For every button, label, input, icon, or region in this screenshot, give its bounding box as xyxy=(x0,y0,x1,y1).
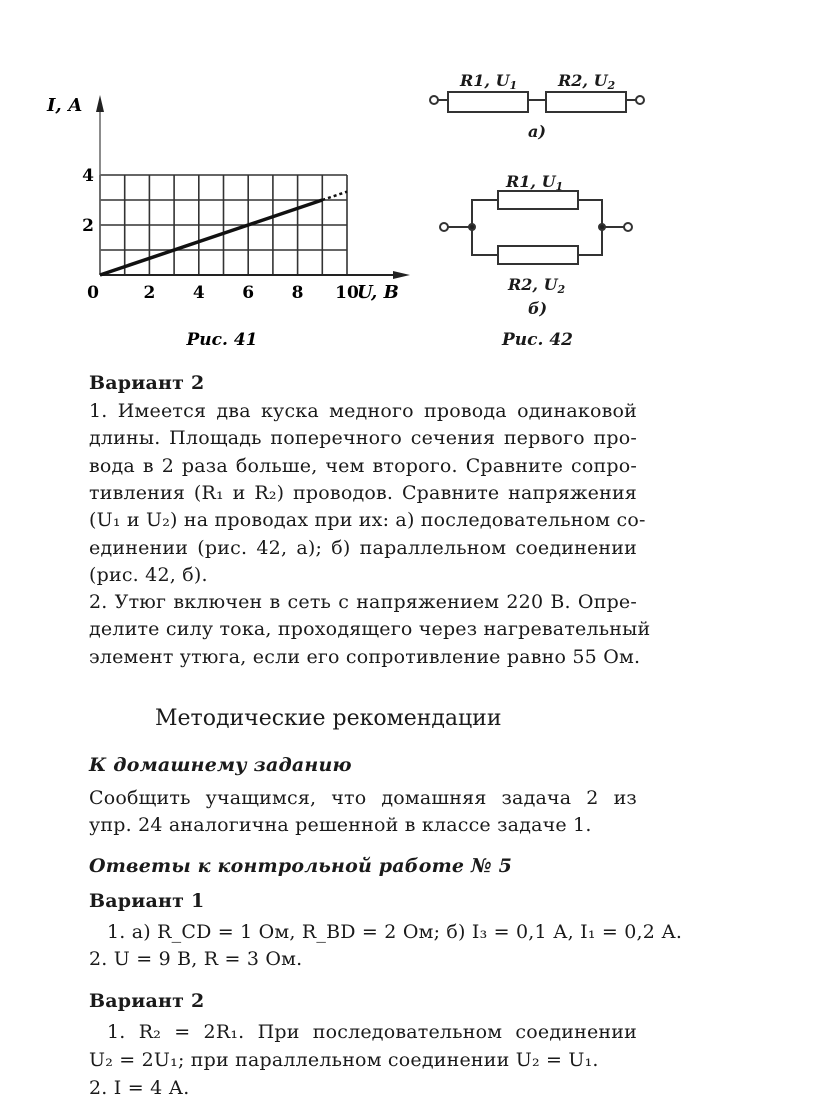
answers-variant1-heading: Вариант 1 xyxy=(89,890,205,912)
resistor-r1-parallel xyxy=(498,191,578,209)
x-axis-arrow xyxy=(393,271,410,279)
variant2-text-line: 2. Утюг включен в сеть с напряжением 220 В. Опре- xyxy=(89,591,637,614)
variant2-heading: Вариант 2 xyxy=(89,372,205,394)
variant2-text-line: тивления (R₁ и R₂) проводов. Сравните напряжения xyxy=(89,481,637,504)
svg-text:R1, U1: R1, U1 xyxy=(506,172,564,193)
answers-variant2-heading: Вариант 2 xyxy=(89,990,205,1012)
homework-text-line: упр. 24 аналогична решенной в классе задаче 1. xyxy=(89,814,592,836)
figure-41-caption: Рис. 41 xyxy=(186,330,258,350)
data-line xyxy=(100,200,322,275)
variant2-text-line: единении (рис. 42, а); б) параллельном соединении xyxy=(89,536,637,559)
x-tick-label: 10 xyxy=(335,283,359,303)
x-tick-label: 4 xyxy=(192,283,205,303)
label-b: б) xyxy=(528,299,548,318)
resistor-r1-series xyxy=(448,92,528,112)
variant2-text-line: делите силу тока, проходящего через нагревательный xyxy=(89,618,651,641)
variant2-text-line: (рис. 42, б). xyxy=(89,563,208,586)
variant2-text-line: вода в 2 раза больше, чем второго. Сравните сопро- xyxy=(89,454,637,477)
figure-42-circuits xyxy=(410,50,670,370)
label-a: а) xyxy=(528,122,546,141)
variant2-text-line: 1. Имеется два куска медного провода одинаковой xyxy=(89,400,637,422)
x-tick-label: 0 xyxy=(87,283,99,303)
y-tick-label: 2 xyxy=(82,216,94,236)
x-tick-label: 6 xyxy=(242,283,255,303)
answer-line: U₂ = 2U₁; при параллельном соединении U₂ = U₁. xyxy=(89,1049,599,1071)
figure-41-graph xyxy=(0,0,420,360)
svg-text:R2, U2: R2, U2 xyxy=(508,275,566,296)
x-axis-label: U, В xyxy=(357,282,399,303)
data-line-extension xyxy=(322,192,347,200)
answers-heading: Ответы к контрольной работе № 5 xyxy=(89,855,513,877)
y-axis-label: I, А xyxy=(47,95,83,116)
variant2-text-line: (U₁ и U₂) на проводах при их: а) последовательном со- xyxy=(89,509,646,532)
x-tick-label: 2 xyxy=(143,283,156,303)
homework-text-line: Сообщить учащимся, что домашняя задача 2 из xyxy=(89,787,637,809)
variant2-text-line: элемент утюга, если его сопротивление равно 55 Ом. xyxy=(89,645,641,668)
answer-line: 2. U = 9 В, R = 3 Ом. xyxy=(89,948,303,970)
resistor-r2-series xyxy=(546,92,626,112)
svg-text:R2, U2: R2, U2 xyxy=(558,71,616,92)
answer-line: 1. а) R_CD = 1 Ом, R_BD = 2 Ом; б) I₃ = 0,1 А, I₁ = 0,2 А. xyxy=(107,921,683,943)
answer-line: 2. I = 4 А. xyxy=(89,1077,190,1099)
resistor-r2-parallel xyxy=(498,246,578,264)
y-tick-label: 4 xyxy=(82,166,94,186)
x-tick-label: 8 xyxy=(291,283,304,303)
homework-heading: К домашнему заданию xyxy=(89,754,352,776)
figure-42-caption: Рис. 42 xyxy=(502,330,573,350)
section-heading: Методические рекомендации xyxy=(155,706,502,731)
svg-text:R1, U1: R1, U1 xyxy=(460,71,518,92)
y-axis-arrow xyxy=(96,95,104,112)
variant2-text-line: длины. Площадь поперечного сечения первого про- xyxy=(89,427,637,450)
answer-line: 1. R₂ = 2R₁. При последовательном соединении xyxy=(107,1021,637,1043)
